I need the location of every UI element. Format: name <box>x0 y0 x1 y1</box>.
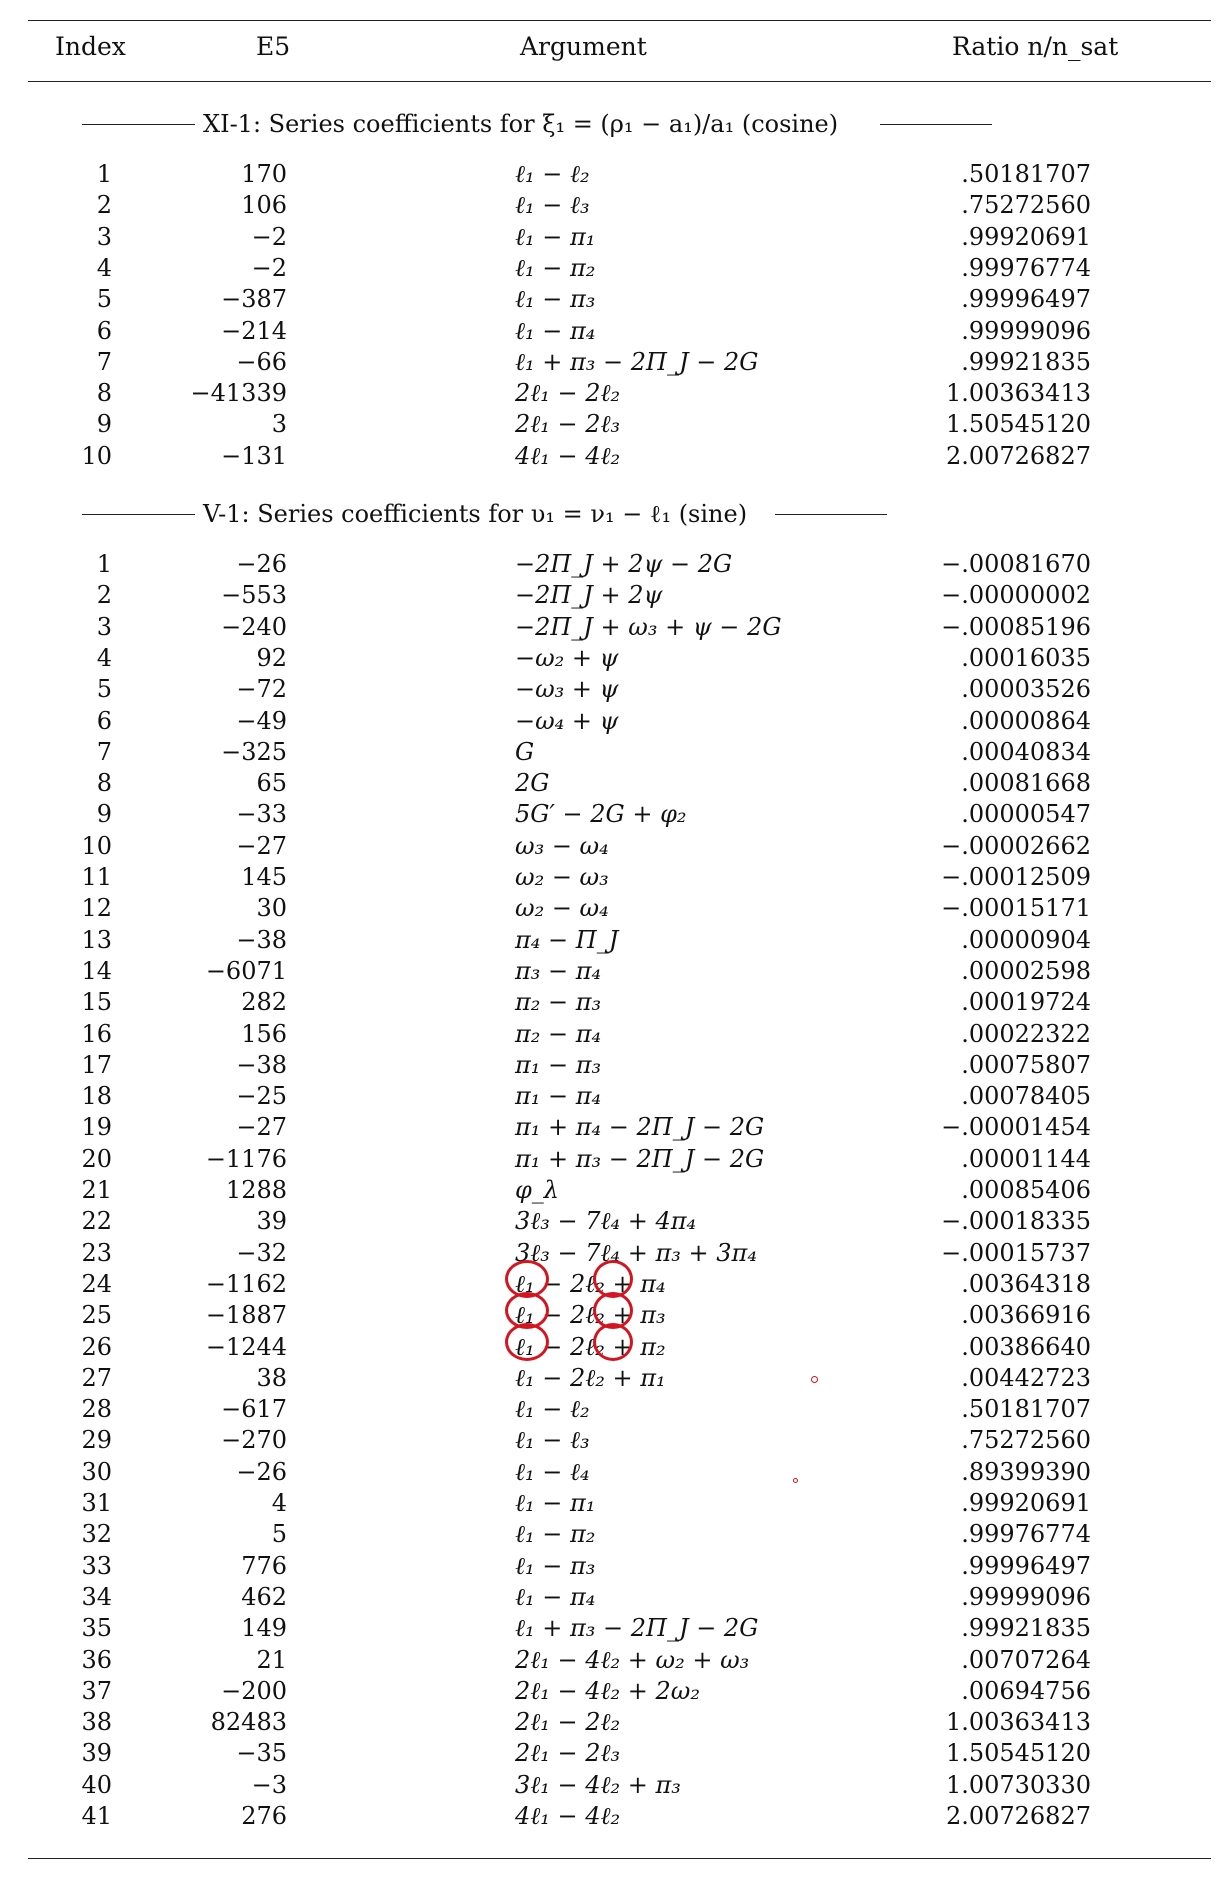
table-row <box>0 1551 1231 1582</box>
cell-argument: π₁ + π₄ − 2Π_J − 2G <box>515 1113 765 1142</box>
cell-e5: −27 <box>236 831 287 860</box>
cell-index: 7 <box>96 347 112 376</box>
table-row <box>0 1112 1231 1143</box>
cell-index: 25 <box>81 1301 112 1330</box>
cell-index: 6 <box>96 706 112 735</box>
cell-index: 23 <box>81 1238 112 1267</box>
cell-e5: 82483 <box>210 1708 287 1737</box>
cell-e5: 149 <box>241 1614 287 1643</box>
cell-argument: ω₂ − ω₄ <box>515 894 609 923</box>
cell-ratio: 1.50545120 <box>945 1739 1091 1768</box>
cell-e5: −26 <box>236 1457 287 1486</box>
title-dash <box>82 514 195 515</box>
section-title-text: XI-1: Series coefficients for ξ₁ = (ρ₁ − a₁)/a₁ (cosine) <box>203 110 839 138</box>
cell-ratio: 1.00730330 <box>945 1770 1091 1799</box>
table-row <box>0 378 1231 409</box>
title-dash <box>880 124 992 125</box>
cell-argument: 2ℓ₁ − 2ℓ₃ <box>515 1739 621 1768</box>
cell-index: 10 <box>81 831 112 860</box>
cell-ratio: .99976774 <box>961 253 1091 282</box>
cell-ratio: 1.00363413 <box>945 1708 1091 1737</box>
cell-ratio: −.00002662 <box>941 831 1091 860</box>
table-row <box>0 1050 1231 1081</box>
cell-index: 3 <box>96 612 112 641</box>
table-row <box>0 1425 1231 1456</box>
table-row <box>0 1363 1231 1394</box>
table-row <box>0 706 1231 737</box>
cell-e5: 38 <box>256 1363 287 1392</box>
cell-argument: π₁ − π₃ <box>515 1050 602 1079</box>
cell-ratio: .50181707 <box>961 160 1091 188</box>
cell-index: 29 <box>81 1426 112 1455</box>
annotation-dot <box>811 1376 818 1383</box>
table-row <box>0 1144 1231 1175</box>
cell-ratio: −.00015171 <box>941 894 1091 923</box>
table-row <box>0 159 1231 190</box>
cell-argument: ℓ₁ − π₂ <box>515 1520 596 1549</box>
cell-index: 6 <box>96 316 112 345</box>
cell-argument: ℓ₁ − ℓ₃ <box>515 1426 590 1455</box>
cell-ratio: .00002598 <box>961 956 1091 985</box>
cell-ratio: .00001144 <box>961 1144 1091 1173</box>
cell-e5: −3 <box>251 1770 287 1799</box>
cell-ratio: −.00085196 <box>941 612 1091 641</box>
cell-ratio: .00040834 <box>961 737 1091 766</box>
table-row <box>0 1457 1231 1488</box>
cell-argument: ω₂ − ω₃ <box>515 863 609 891</box>
cell-ratio: .00022322 <box>961 1019 1091 1048</box>
cell-argument: ℓ₁ + π₃ − 2Π_J − 2G <box>515 1614 759 1643</box>
cell-argument: G <box>515 737 535 766</box>
cell-argument: −ω₃ + ψ <box>515 675 619 704</box>
cell-e5: 776 <box>241 1551 287 1580</box>
cell-e5: −33 <box>236 800 287 829</box>
table-row <box>0 737 1231 768</box>
cell-argument: 2ℓ₁ − 2ℓ₃ <box>515 410 621 439</box>
cell-argument: ℓ₁ − π₁ <box>515 222 596 251</box>
cell-e5: 30 <box>256 894 287 923</box>
cell-ratio: .00003526 <box>961 675 1091 704</box>
cell-ratio: −.00001454 <box>941 1113 1091 1142</box>
cell-index: 22 <box>81 1207 112 1236</box>
table-row <box>0 893 1231 924</box>
cell-e5: −214 <box>221 316 287 345</box>
cell-argument: 2G <box>515 769 550 798</box>
cell-argument: φ_λ <box>515 1176 560 1204</box>
table-row <box>0 1770 1231 1801</box>
table-row <box>0 580 1231 611</box>
table-row <box>0 612 1231 643</box>
cell-index: 13 <box>81 925 112 954</box>
cell-ratio: .99921835 <box>961 1614 1091 1643</box>
annotation-circle <box>505 1323 549 1361</box>
cell-index: 12 <box>81 894 112 923</box>
cell-ratio: .99996497 <box>961 1551 1091 1580</box>
cell-index: 2 <box>96 581 112 610</box>
header-argument: Argument <box>520 32 647 61</box>
header-rule <box>28 81 1211 82</box>
cell-e5: −2 <box>251 253 287 282</box>
cell-e5: −553 <box>221 581 287 610</box>
cell-ratio: .00078405 <box>961 1082 1091 1111</box>
table-row <box>0 674 1231 705</box>
table-row <box>0 831 1231 862</box>
table-row <box>0 768 1231 799</box>
cell-index: 4 <box>96 643 112 672</box>
cell-e5: 462 <box>241 1582 287 1611</box>
cell-ratio: .99999096 <box>961 1582 1091 1611</box>
cell-e5: 4 <box>271 1489 287 1517</box>
cell-index: 26 <box>81 1332 112 1361</box>
cell-e5: 65 <box>256 769 287 798</box>
cell-index: 36 <box>81 1645 112 1674</box>
cell-ratio: 2.00726827 <box>945 1802 1091 1830</box>
cell-index: 34 <box>81 1582 112 1611</box>
cell-ratio: .00366916 <box>961 1301 1091 1330</box>
cell-ratio: .00386640 <box>961 1332 1091 1361</box>
table-row <box>0 956 1231 987</box>
cell-index: 2 <box>96 191 112 220</box>
cell-index: 35 <box>81 1614 112 1643</box>
cell-argument: 2ℓ₁ − 2ℓ₂ <box>515 379 621 408</box>
cell-argument: π₂ − π₃ <box>515 988 602 1017</box>
cell-index: 5 <box>96 285 112 314</box>
section-title-text: V-1: Series coefficients for υ₁ = ν₁ − ℓ₁ (sine) <box>203 500 748 528</box>
cell-ratio: .99921835 <box>961 347 1091 376</box>
cell-e5: 170 <box>241 160 287 188</box>
cell-index: 5 <box>96 675 112 704</box>
cell-e5: −325 <box>221 737 287 766</box>
cell-argument: ℓ₁ − 2ℓ₂ + π₁ <box>515 1363 666 1392</box>
section-title <box>0 494 1231 534</box>
cell-index: 8 <box>96 769 112 798</box>
cell-index: 38 <box>81 1708 112 1737</box>
cell-ratio: .00000904 <box>961 925 1091 954</box>
header-ratio: Ratio n/n_sat <box>952 32 1119 61</box>
cell-e5: −27 <box>236 1113 287 1142</box>
cell-e5: −38 <box>236 925 287 954</box>
cell-argument: −ω₄ + ψ <box>515 706 619 735</box>
cell-e5: −1244 <box>205 1332 287 1361</box>
cell-ratio: .00016035 <box>961 643 1091 672</box>
cell-index: 31 <box>81 1489 112 1517</box>
cell-argument: ℓ₁ − π₄ <box>515 1582 596 1611</box>
table-row <box>0 409 1231 440</box>
cell-e5: −617 <box>221 1395 287 1424</box>
cell-ratio: .00081668 <box>961 769 1091 798</box>
cell-e5: −49 <box>236 706 287 735</box>
top-rule <box>28 20 1211 21</box>
title-dash <box>82 124 195 125</box>
cell-argument: 4ℓ₁ − 4ℓ₂ <box>515 1802 621 1830</box>
cell-index: 16 <box>81 1019 112 1048</box>
cell-ratio: −.00000002 <box>941 581 1091 610</box>
cell-index: 27 <box>81 1363 112 1392</box>
table-row <box>0 1019 1231 1050</box>
title-dash <box>775 514 887 515</box>
annotation-circle <box>593 1323 633 1361</box>
cell-index: 1 <box>96 160 112 188</box>
cell-ratio: −.00015737 <box>941 1238 1091 1267</box>
cell-ratio: .00000547 <box>961 800 1091 829</box>
cell-ratio: .99976774 <box>961 1520 1091 1549</box>
cell-argument: −2Π_J + 2ψ <box>515 581 663 610</box>
cell-e5: −66 <box>236 347 287 376</box>
cell-e5: −25 <box>236 1082 287 1111</box>
table-row <box>0 1738 1231 1769</box>
cell-argument: 3ℓ₁ − 4ℓ₂ + π₃ <box>515 1770 681 1799</box>
cell-index: 14 <box>81 956 112 985</box>
cell-ratio: .00085406 <box>961 1176 1091 1204</box>
table-row <box>0 1206 1231 1237</box>
table-row <box>0 1707 1231 1738</box>
cell-e5: −1176 <box>205 1144 287 1173</box>
cell-e5: 39 <box>256 1207 287 1236</box>
table-row <box>0 347 1231 378</box>
cell-argument: ℓ₁ − π₁ <box>515 1489 596 1517</box>
table-row <box>0 1519 1231 1550</box>
cell-e5: −41339 <box>190 379 287 408</box>
table-row <box>0 1582 1231 1613</box>
cell-argument: ℓ₁ − ℓ₄ <box>515 1457 590 1486</box>
cell-index: 3 <box>96 222 112 251</box>
cell-index: 21 <box>81 1176 112 1204</box>
table-row <box>0 1676 1231 1707</box>
cell-index: 37 <box>81 1676 112 1705</box>
cell-e5: −32 <box>236 1238 287 1267</box>
table-row <box>0 799 1231 830</box>
cell-ratio: −.00018335 <box>941 1207 1091 1236</box>
cell-argument: 5G′ − 2G + φ₂ <box>515 800 687 829</box>
cell-index: 10 <box>81 441 112 470</box>
cell-e5: −6071 <box>205 956 287 985</box>
bottom-rule <box>28 1858 1211 1859</box>
table-row <box>0 1645 1231 1676</box>
cell-index: 28 <box>81 1395 112 1424</box>
cell-e5: −387 <box>221 285 287 314</box>
table-row <box>0 549 1231 580</box>
cell-ratio: .00442723 <box>961 1363 1091 1392</box>
table-row <box>0 1394 1231 1425</box>
cell-argument: 2ℓ₁ − 4ℓ₂ + ω₂ + ω₃ <box>515 1645 750 1674</box>
cell-argument: ℓ₁ − π₃ <box>515 1551 596 1580</box>
cell-e5: 3 <box>271 410 287 439</box>
cell-ratio: .99999096 <box>961 316 1091 345</box>
cell-ratio: .00694756 <box>961 1676 1091 1705</box>
cell-argument: 3ℓ₃ − 7ℓ₄ + 4π₄ <box>515 1207 697 1236</box>
cell-index: 33 <box>81 1551 112 1580</box>
cell-e5: 282 <box>241 988 287 1017</box>
cell-index: 17 <box>81 1050 112 1079</box>
table-row <box>0 441 1231 472</box>
table-row <box>0 316 1231 347</box>
cell-index: 4 <box>96 253 112 282</box>
cell-ratio: .00075807 <box>961 1050 1091 1079</box>
cell-e5: −200 <box>221 1676 287 1705</box>
cell-e5: 1288 <box>225 1176 287 1204</box>
cell-argument: −2Π_J + ω₃ + ψ − 2G <box>515 612 782 641</box>
table-row <box>0 862 1231 893</box>
cell-ratio: 1.50545120 <box>945 410 1091 439</box>
cell-index: 8 <box>96 379 112 408</box>
cell-index: 11 <box>81 863 112 891</box>
cell-index: 20 <box>81 1144 112 1173</box>
table-row <box>0 1613 1231 1644</box>
cell-e5: −38 <box>236 1050 287 1079</box>
table-row <box>0 1081 1231 1112</box>
table-row <box>0 222 1231 253</box>
cell-e5: 106 <box>241 191 287 220</box>
cell-ratio: .00000864 <box>961 706 1091 735</box>
cell-argument: ω₃ − ω₄ <box>515 831 609 860</box>
cell-index: 24 <box>81 1269 112 1298</box>
cell-argument: ℓ₁ − π₃ <box>515 285 596 314</box>
cell-e5: −270 <box>221 1426 287 1455</box>
cell-e5: −35 <box>236 1739 287 1768</box>
cell-index: 30 <box>81 1457 112 1486</box>
cell-index: 32 <box>81 1520 112 1549</box>
cell-argument: ℓ₁ − ℓ₃ <box>515 191 590 220</box>
cell-index: 39 <box>81 1739 112 1768</box>
cell-argument: 3ℓ₃ − 7ℓ₄ + π₃ + 3π₄ <box>515 1238 757 1267</box>
cell-ratio: .99920691 <box>961 1489 1091 1517</box>
cell-e5: −1162 <box>205 1269 287 1298</box>
cell-index: 9 <box>96 410 112 439</box>
cell-index: 15 <box>81 988 112 1017</box>
table-row <box>0 190 1231 221</box>
cell-index: 40 <box>81 1770 112 1799</box>
section-title <box>0 104 1231 144</box>
cell-ratio: −.00081670 <box>941 550 1091 578</box>
cell-argument: −ω₂ + ψ <box>515 643 619 672</box>
cell-e5: −240 <box>221 612 287 641</box>
cell-argument: 2ℓ₁ − 4ℓ₂ + 2ω₂ <box>515 1676 700 1705</box>
cell-ratio: .89399390 <box>961 1457 1091 1486</box>
cell-ratio: .75272560 <box>961 191 1091 220</box>
cell-ratio: .99920691 <box>961 222 1091 251</box>
cell-index: 1 <box>96 550 112 578</box>
header-e5: E5 <box>256 32 291 61</box>
cell-e5: −1887 <box>205 1301 287 1330</box>
table-row <box>0 925 1231 956</box>
cell-argument: ℓ₁ + π₃ − 2Π_J − 2G <box>515 347 759 376</box>
cell-e5: 5 <box>271 1520 287 1549</box>
cell-argument: π₁ + π₃ − 2Π_J − 2G <box>515 1144 765 1173</box>
cell-index: 9 <box>96 800 112 829</box>
cell-index: 41 <box>81 1802 112 1830</box>
cell-argument: π₂ − π₄ <box>515 1019 602 1048</box>
cell-argument: ℓ₁ − ℓ₂ <box>515 160 590 188</box>
cell-e5: 156 <box>241 1019 287 1048</box>
table-row <box>0 643 1231 674</box>
cell-argument: ℓ₁ − 2ℓ₂ + π₄ <box>515 1269 666 1298</box>
cell-argument: π₁ − π₄ <box>515 1082 602 1111</box>
cell-e5: −26 <box>236 550 287 578</box>
cell-argument: ℓ₁ − 2ℓ₂ + π₃ <box>515 1301 666 1330</box>
cell-argument: −2Π_J + 2ψ − 2G <box>515 550 733 578</box>
cell-argument: π₃ − π₄ <box>515 956 602 985</box>
cell-argument: ℓ₁ − 2ℓ₂ + π₂ <box>515 1332 666 1361</box>
table-row <box>0 284 1231 315</box>
header-index: Index <box>55 32 126 61</box>
cell-e5: −2 <box>251 222 287 251</box>
cell-ratio: −.00012509 <box>941 863 1091 891</box>
cell-ratio: .99996497 <box>961 285 1091 314</box>
cell-e5: 145 <box>241 863 287 891</box>
cell-e5: −72 <box>236 675 287 704</box>
cell-e5: 276 <box>241 1802 287 1830</box>
cell-ratio: 1.00363413 <box>945 379 1091 408</box>
table-row <box>0 1488 1231 1519</box>
cell-ratio: .00019724 <box>961 988 1091 1017</box>
cell-index: 18 <box>81 1082 112 1111</box>
table-row <box>0 253 1231 284</box>
annotation-dot <box>793 1478 798 1483</box>
cell-ratio: .75272560 <box>961 1426 1091 1455</box>
cell-e5: 92 <box>256 643 287 672</box>
table-row <box>0 1175 1231 1206</box>
cell-argument: ℓ₁ − π₄ <box>515 316 596 345</box>
table-row <box>0 987 1231 1018</box>
cell-ratio: .00364318 <box>961 1269 1091 1298</box>
cell-argument: ℓ₁ − π₂ <box>515 253 596 282</box>
table-row <box>0 1801 1231 1832</box>
cell-argument: 4ℓ₁ − 4ℓ₂ <box>515 441 621 470</box>
cell-index: 19 <box>81 1113 112 1142</box>
cell-ratio: 2.00726827 <box>945 441 1091 470</box>
cell-ratio: .50181707 <box>961 1395 1091 1424</box>
cell-e5: −131 <box>221 441 287 470</box>
cell-e5: 21 <box>256 1645 287 1674</box>
cell-argument: π₄ − Π_J <box>515 925 619 954</box>
cell-ratio: .00707264 <box>961 1645 1091 1674</box>
cell-argument: 2ℓ₁ − 2ℓ₂ <box>515 1708 621 1737</box>
cell-argument: ℓ₁ − ℓ₂ <box>515 1395 590 1424</box>
cell-index: 7 <box>96 737 112 766</box>
